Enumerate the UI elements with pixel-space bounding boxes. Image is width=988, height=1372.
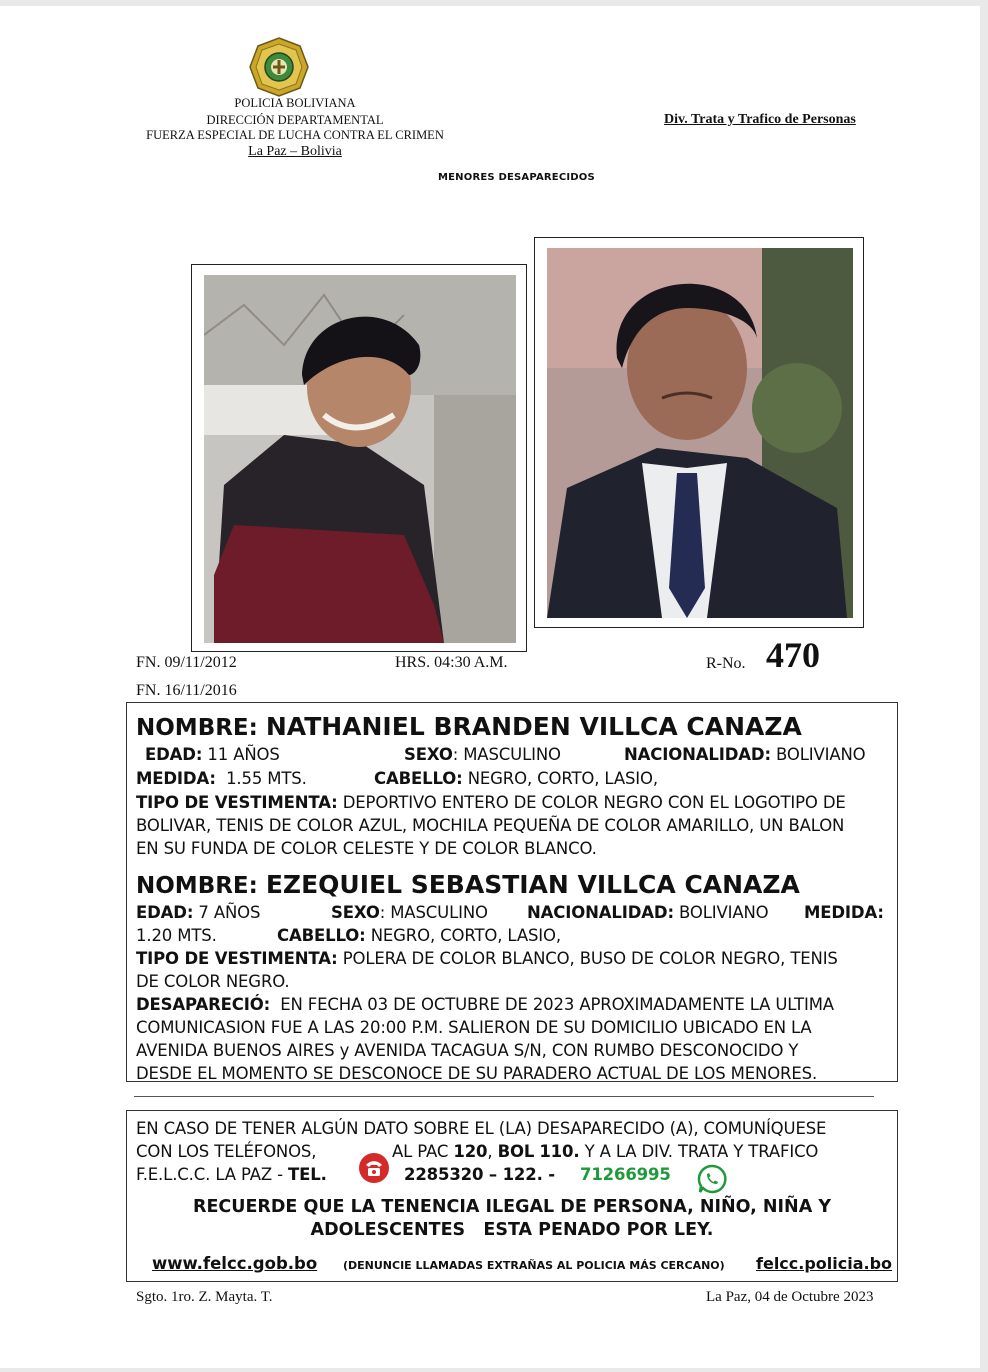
person1-nationality-row <box>624 744 866 766</box>
person1-hair-label: CABELLO: <box>374 769 463 788</box>
person1-clothes-label: TIPO DE VESTIMENTA: <box>136 793 338 812</box>
person2-hair: NEGRO, CORTO, LASIO, <box>370 926 561 945</box>
person1-clothes-l2: BOLIVAR, TENIS DE COLOR AZUL, MOCHILA PEQUEÑA DE COLOR AMARILLO, UN BALON <box>136 816 845 835</box>
person2-sex: : MASCULINO <box>379 903 488 922</box>
denuncie-note: (DENUNCIE LLAMADAS EXTRAÑAS AL POLICIA MÁS CERCANO) <box>343 1259 725 1272</box>
person2-hair-row <box>277 925 561 947</box>
divider <box>134 1096 874 1097</box>
person1-clothes-l1: DEPORTIVO ENTERO DE COLOR NEGRO CON EL LOGOTIPO DE <box>342 793 846 812</box>
person2-age-row <box>136 902 260 924</box>
birthdate-2: FN. 16/11/2016 <box>136 682 237 699</box>
person2-age-label: EDAD: <box>136 903 194 922</box>
person1-age: 11 AÑOS <box>207 745 280 764</box>
warning-l2: ADOLESCENTES ESTA PENADO POR LEY. <box>310 1220 714 1240</box>
person1-height-row <box>136 768 307 790</box>
r-no-value: 470 <box>766 635 820 675</box>
person2-nationality-label: NACIONALIDAD: <box>527 903 674 922</box>
person2-height: 1.20 MTS. <box>136 926 217 945</box>
person1-nationality: BOLIVIANO <box>776 745 866 764</box>
person1-clothes-l3: EN SU FUNDA DE COLOR CELESTE Y DE COLOR BLANCO. <box>136 839 597 858</box>
org-line-2: DIRECCIÓN DEPARTAMENTAL <box>206 113 384 127</box>
person1-nationality-label: NACIONALIDAD: <box>624 745 771 764</box>
photo-frame-right <box>534 237 864 628</box>
photo-child-young <box>204 275 516 643</box>
footer-date: La Paz, 04 de Octubre 2023 <box>706 1289 874 1305</box>
person1-height-label: MEDIDA: <box>136 769 216 788</box>
photo-child-older <box>547 248 853 618</box>
disappeared-row <box>136 994 834 1016</box>
hours-label: HRS. 04:30 A.M. <box>395 654 508 671</box>
contact-pac: 120 <box>453 1142 488 1161</box>
police-emblem-icon <box>248 36 310 98</box>
person1-hair-row <box>374 768 658 790</box>
disappeared-label: DESAPARECIÓ: <box>136 995 271 1014</box>
warning-l1: RECUERDE QUE LA TENENCIA ILEGAL DE PERSONA, NIÑO, NIÑA Y <box>192 1197 831 1217</box>
person2-clothes-l2: DE COLOR NEGRO. <box>136 972 290 991</box>
person1-age-label: EDAD: <box>145 745 203 764</box>
person1-age-row <box>145 744 280 766</box>
person1-sex-row <box>404 744 561 766</box>
disappeared-l3: AVENIDA BUENOS AIRES y AVENIDA TACAGUA S/N, CON RUMBO DESCONOCIDO Y <box>136 1041 799 1060</box>
person2-name-row <box>136 870 800 899</box>
disappeared-l2: COMUNICASION FUE A LAS 20:00 P.M. SALIERON DE SU DOMICILIO UBICADO EN LA <box>136 1018 812 1037</box>
poster-page <box>0 6 980 1368</box>
whatsapp-icon <box>697 1164 727 1194</box>
person1-clothes-row <box>136 792 846 814</box>
website-link-2[interactable]: felcc.policia.bo <box>756 1254 893 1273</box>
contact-l2-pac: AL PAC 120, BOL 110. Y A LA DIV. TRATA Y TRAFICO <box>392 1142 819 1161</box>
org-line-4: La Paz – Bolivia <box>248 144 342 159</box>
disappeared-l4: DESDE EL MOMENTO SE DESCONOCE DE SU PARADERO ACTUAL DE LOS MENORES. <box>136 1064 818 1083</box>
person2-clothes-row <box>136 948 838 970</box>
org-line-1: POLICIA BOLIVIANA <box>234 96 356 110</box>
person2-nationality-row <box>527 902 769 924</box>
person1-name-row <box>136 712 802 741</box>
person1-name: NATHANIEL BRANDEN VILLCA CANAZA <box>265 712 802 741</box>
contact-l2a: CON LOS TELÉFONOS, <box>136 1142 317 1161</box>
contact-l3a: F.E.L.C.C. LA PAZ - <box>136 1165 283 1184</box>
person1-sex-label: SEXO <box>404 745 453 764</box>
r-no-label: R-No. <box>706 655 746 672</box>
disappeared-l1: EN FECHA 03 DE OCTUBRE DE 2023 APROXIMADAMENTE LA ULTIMA <box>280 995 834 1014</box>
person2-clothes-label: TIPO DE VESTIMENTA: <box>136 949 338 968</box>
person1-hair: NEGRO, CORTO, LASIO, <box>467 769 658 788</box>
contact-l3 <box>136 1164 327 1186</box>
person2-nationality: BOLIVIANO <box>679 903 769 922</box>
person2-age: 7 AÑOS <box>198 903 261 922</box>
contact-pac-label: AL PAC <box>392 1142 449 1161</box>
contact-l2c: Y A LA DIV. TRATA Y TRAFICO <box>584 1142 819 1161</box>
contact-l1: EN CASO DE TENER ALGÚN DATO SOBRE EL (LA) DESAPARECIDO (A), COMUNÍQUESE <box>136 1119 827 1138</box>
page-title: MENORES DESAPARECIDOS <box>438 172 595 183</box>
birthdate-1: FN. 09/11/2012 <box>136 654 237 671</box>
person1-height: 1.55 MTS. <box>226 769 307 788</box>
contact-bol: 110. <box>539 1142 580 1161</box>
org-line-3: FUERZA ESPECIAL DE LUCHA CONTRA EL CRIMEN <box>146 128 444 142</box>
person2-name-label: NOMBRE: <box>136 873 258 899</box>
person2-clothes-l1: POLERA DE COLOR BLANCO, BUSO DE COLOR NEGRO, TENIS <box>342 949 838 968</box>
contact-phones: 2285320 – 122. - <box>404 1165 556 1184</box>
contact-whatsapp-number: 71266995 <box>580 1165 671 1184</box>
photo-frame-left <box>191 264 527 652</box>
footer-author: Sgto. 1ro. Z. Mayta. T. <box>136 1289 273 1305</box>
person2-sex-row <box>331 902 488 924</box>
person2-name: EZEQUIEL SEBASTIAN VILLCA CANAZA <box>265 870 800 899</box>
person2-hair-label: CABELLO: <box>277 926 366 945</box>
person1-sex: : MASCULINO <box>452 745 561 764</box>
website-link[interactable]: www.felcc.gob.bo <box>152 1254 318 1273</box>
contact-tel-label: TEL. <box>288 1165 327 1184</box>
phone-icon <box>358 1152 390 1184</box>
person2-height-label: MEDIDA: <box>804 903 884 922</box>
person2-sex-label: SEXO <box>331 903 380 922</box>
division-label: Div. Trata y Trafico de Personas <box>664 112 856 127</box>
person1-name-label: NOMBRE: <box>136 715 258 741</box>
contact-bol-label: BOL <box>497 1142 535 1161</box>
